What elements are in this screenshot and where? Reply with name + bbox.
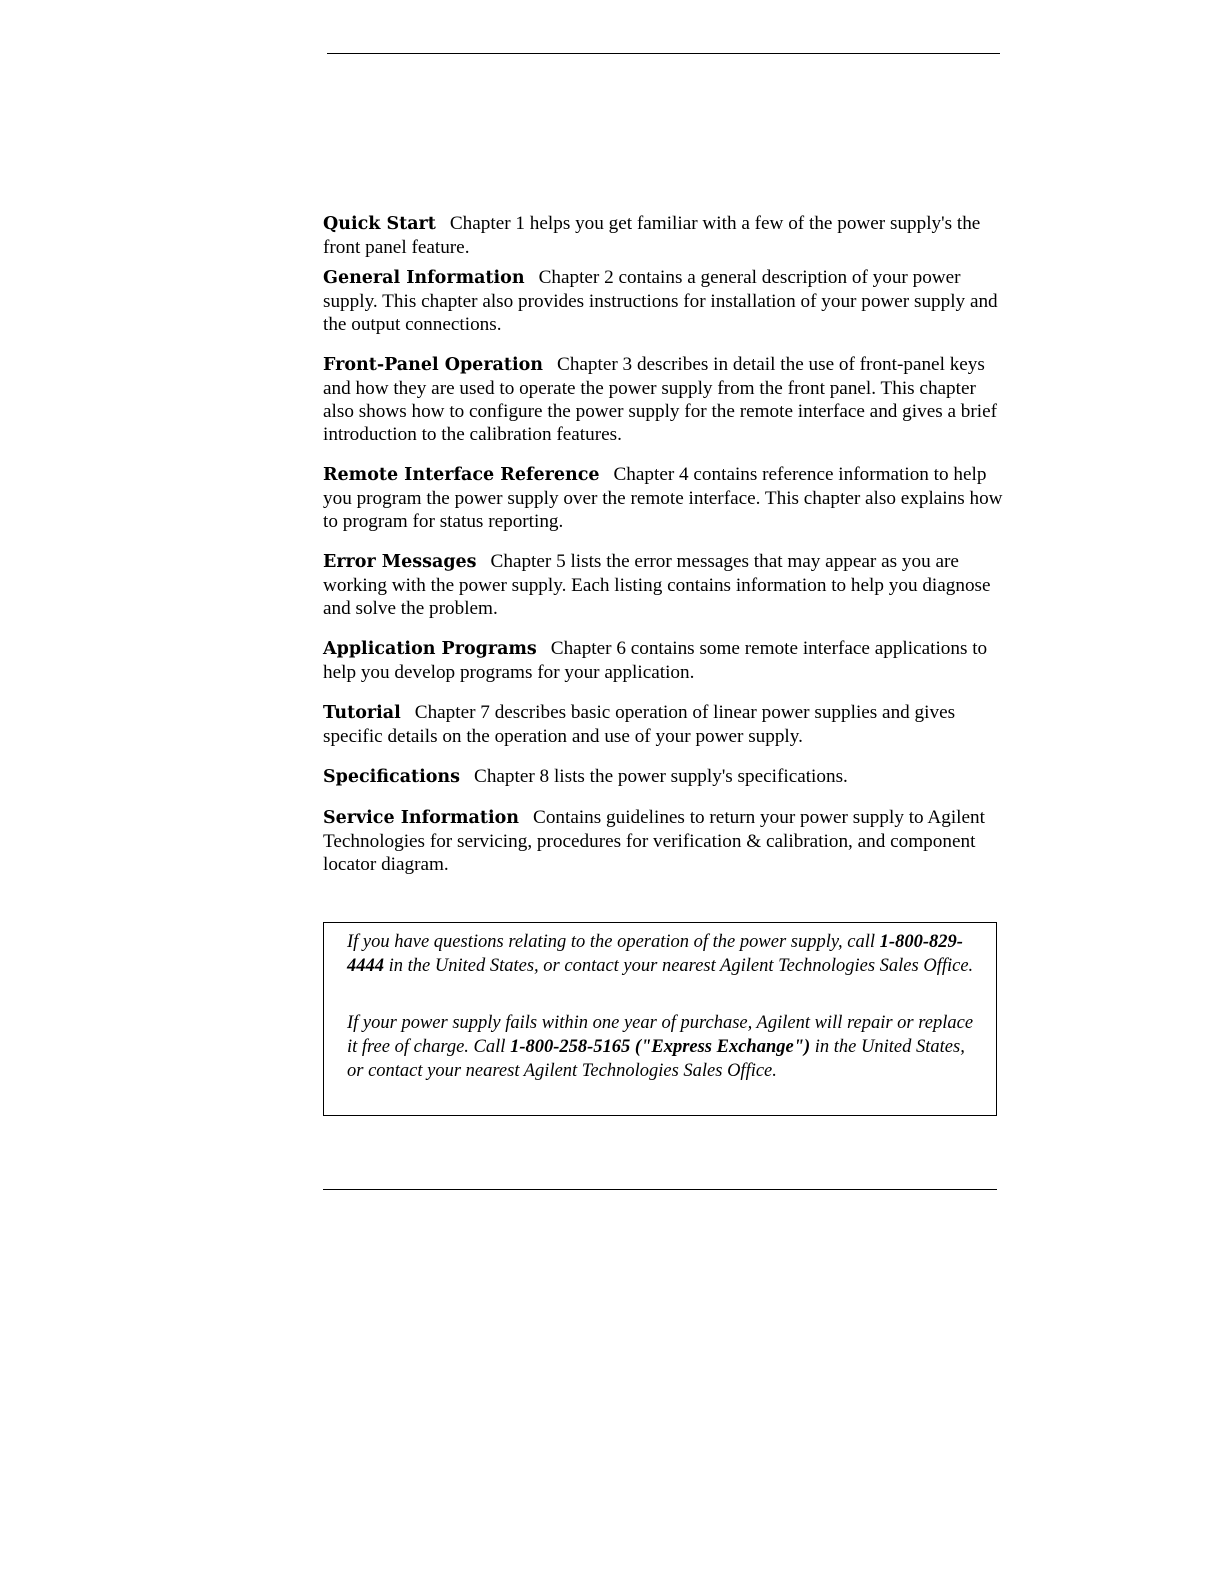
section-text: Chapter 8 lists the power supply's specifications. xyxy=(474,766,848,787)
section-heading: Remote Interface Reference xyxy=(323,465,600,485)
support-note-questions xyxy=(347,930,974,978)
section-quick-start xyxy=(323,212,1005,259)
section-text: Chapter 7 describes basic operation of linear power supplies and gives specific details on the operation and use of your power supply. xyxy=(323,702,956,747)
section-heading: General Information xyxy=(323,268,525,288)
section-heading: Quick Start xyxy=(323,214,436,234)
section-text: Chapter 6 contains some remote interface applications to help you develop programs for your application. xyxy=(323,638,988,683)
express-exchange-label: ("Express Exchange") xyxy=(634,1037,811,1057)
section-heading: Specifications xyxy=(323,767,461,787)
section-text: Contains guidelines to return your power supply to Agilent Technologies for servicing, procedures for verification & calibration, and component locator diagram. xyxy=(323,807,985,875)
section-application-programs xyxy=(323,637,1005,684)
section-error-messages xyxy=(323,550,1005,620)
note-text: in the United States, or contact your nearest Agilent Technologies Sales Office. xyxy=(347,1037,965,1081)
note-text: If your power supply fails within one year of purchase, Agilent will repair or replace it free of charge. Call xyxy=(347,1013,974,1057)
chapter-overview xyxy=(323,212,1005,893)
section-tutorial xyxy=(323,701,1005,748)
support-note-repair xyxy=(347,1011,974,1083)
phone-number: 1-800-829-4444 xyxy=(347,932,963,976)
phone-number: 1-800-258-5165 xyxy=(510,1037,631,1057)
section-text: Chapter 3 describes in detail the use of front-panel keys and how they are used to operate the power supply from the front panel. This chapter also shows how to configure the power supply for the remote interface and gives a brief introduction to the calibration features. xyxy=(323,354,998,445)
note-text: in the United States, or contact your nearest Agilent Technologies Sales Office. xyxy=(388,956,974,976)
section-service-information xyxy=(323,806,1005,876)
top-rule xyxy=(327,53,1000,54)
note-text: If you have questions relating to the operation of the power supply, call xyxy=(347,932,876,952)
bottom-rule xyxy=(323,1189,997,1190)
support-note-box xyxy=(323,922,997,1116)
section-heading: Error Messages xyxy=(323,552,477,572)
section-heading: Service Information xyxy=(323,808,520,828)
section-specifications xyxy=(323,765,1005,789)
section-front-panel-operation xyxy=(323,353,1005,446)
section-heading: Front-Panel Operation xyxy=(323,355,544,375)
section-text: Chapter 5 lists the error messages that may appear as you are working with the power supply. Each listing contains information to help you diagnose and solve the problem. xyxy=(323,551,991,619)
section-general-information xyxy=(323,266,1005,336)
section-remote-interface-reference xyxy=(323,463,1005,533)
section-text: Chapter 2 contains a general description of your power supply. This chapter also provides instructions for installation of your power supply and the output connections. xyxy=(323,267,998,335)
section-text: Chapter 1 helps you get familiar with a few of the power supply's the front panel feature. xyxy=(323,213,981,258)
section-heading: Tutorial xyxy=(323,703,401,723)
section-text: Chapter 4 contains reference information to help you program the power supply over the remote interface. This chapter also explains how to program for status reporting. xyxy=(323,464,1003,532)
section-heading: Application Programs xyxy=(323,639,537,659)
